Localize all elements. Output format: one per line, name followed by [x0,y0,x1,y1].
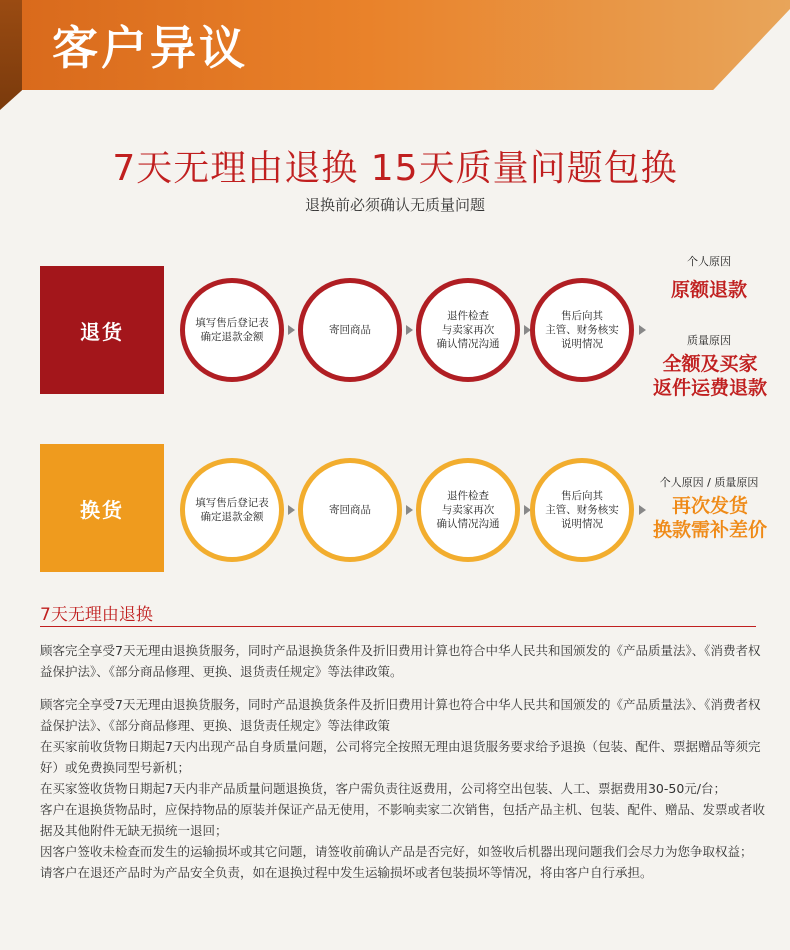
subline: 退换前必须确认无质量问题 [304,196,485,214]
step-text: 退件检查 与卖家再次 确认情况沟通 [436,490,500,530]
arrow-icon [406,505,413,515]
exchange-step-4 [530,458,634,562]
banner-title: 客户异议 [52,21,248,75]
return-step-4 [530,278,634,382]
result-label-personal: 个人原因 [687,255,731,268]
result-label-both: 个人原因 / 质量原因 [659,476,759,489]
exchange-step-1 [180,458,284,562]
policy-paragraph: 顾客完全享受7天无理由退换货服务，同时产品退换货条件及折旧费用计算也符合中华人民共和国颁发的《产品质量法》、《消费者权益保护法》、《部分商品修理、更换、退货责任规定》等法律政策 在买家前收货物日期起7天内出现产品自身质量问题，公司将完全按照无理由退货服务要求给予退换（包装、配件、票据赠品等须完好）或免费换同型号新机； 在买家签收货物日期起7天内非产品质量问题退换货，客户需负责往返费用，公司将空出包装、人工、票据费用30-50元/台； 客户在退换货物品时，应保持物品的原装并保证产品无使用，不影响卖家二次销售，包括产品主机、包装、配件、赠品、发票或者收据及其他附件无缺无损统一退回； 因客户签收未检查而发生的运输损坏或其它问题，请签收前确认产品是否完好，如签收后机器出现问题我们会尽力为您争取权益； 请客户在退还产品时为产品安全负责，如在退换过程中发生运输损坏或者包装损坏等情况，将由客户自行承担。 [40,697,766,880]
step-text: 售后向其 主管、财务核实 说明情况 [545,310,619,350]
policy-paragraph: 顾客完全享受7天无理由退换货服务，同时产品退换货条件及折旧费用计算也符合中华人民共和国颁发的《产品质量法》、《消费者权益保护法》、《部分商品修理、更换、退货责任规定》等法律政策。 [40,643,761,679]
arrow-icon [639,325,646,335]
arrow-icon [406,325,413,335]
step-text: 填写售后登记表 确定退款金额 [195,497,269,523]
result-value-personal: 原额退款 [670,279,747,301]
exchange-step-3 [416,458,520,562]
divider [40,626,756,627]
headline: 7天无理由退换 15天质量问题包换 [112,148,678,189]
step-text: 退件检查 与卖家再次 确认情况沟通 [436,310,500,350]
arrow-icon [288,505,295,515]
return-step-3 [416,278,520,382]
step-text: 售后向其 主管、财务核实 说明情况 [545,490,619,530]
exchange-label: 换货 [40,444,164,572]
result-label-quality: 质量原因 [687,334,731,347]
return-step-2 [298,278,402,382]
step-text: 寄回商品 [329,504,371,516]
arrow-icon [288,325,295,335]
exchange-step-2 [298,458,402,562]
step-text: 填写售后登记表 确定退款金额 [195,317,269,343]
result-value-both: 再次发货 换款需补差价 [652,495,767,541]
policy-title: 7天无理由退换 [40,605,153,625]
return-label: 退货 [40,266,164,394]
step-text: 寄回商品 [329,324,371,336]
result-value-quality: 全额及买家 返件运费退款 [652,353,767,399]
banner-fold [0,0,22,110]
return-step-1 [180,278,284,382]
